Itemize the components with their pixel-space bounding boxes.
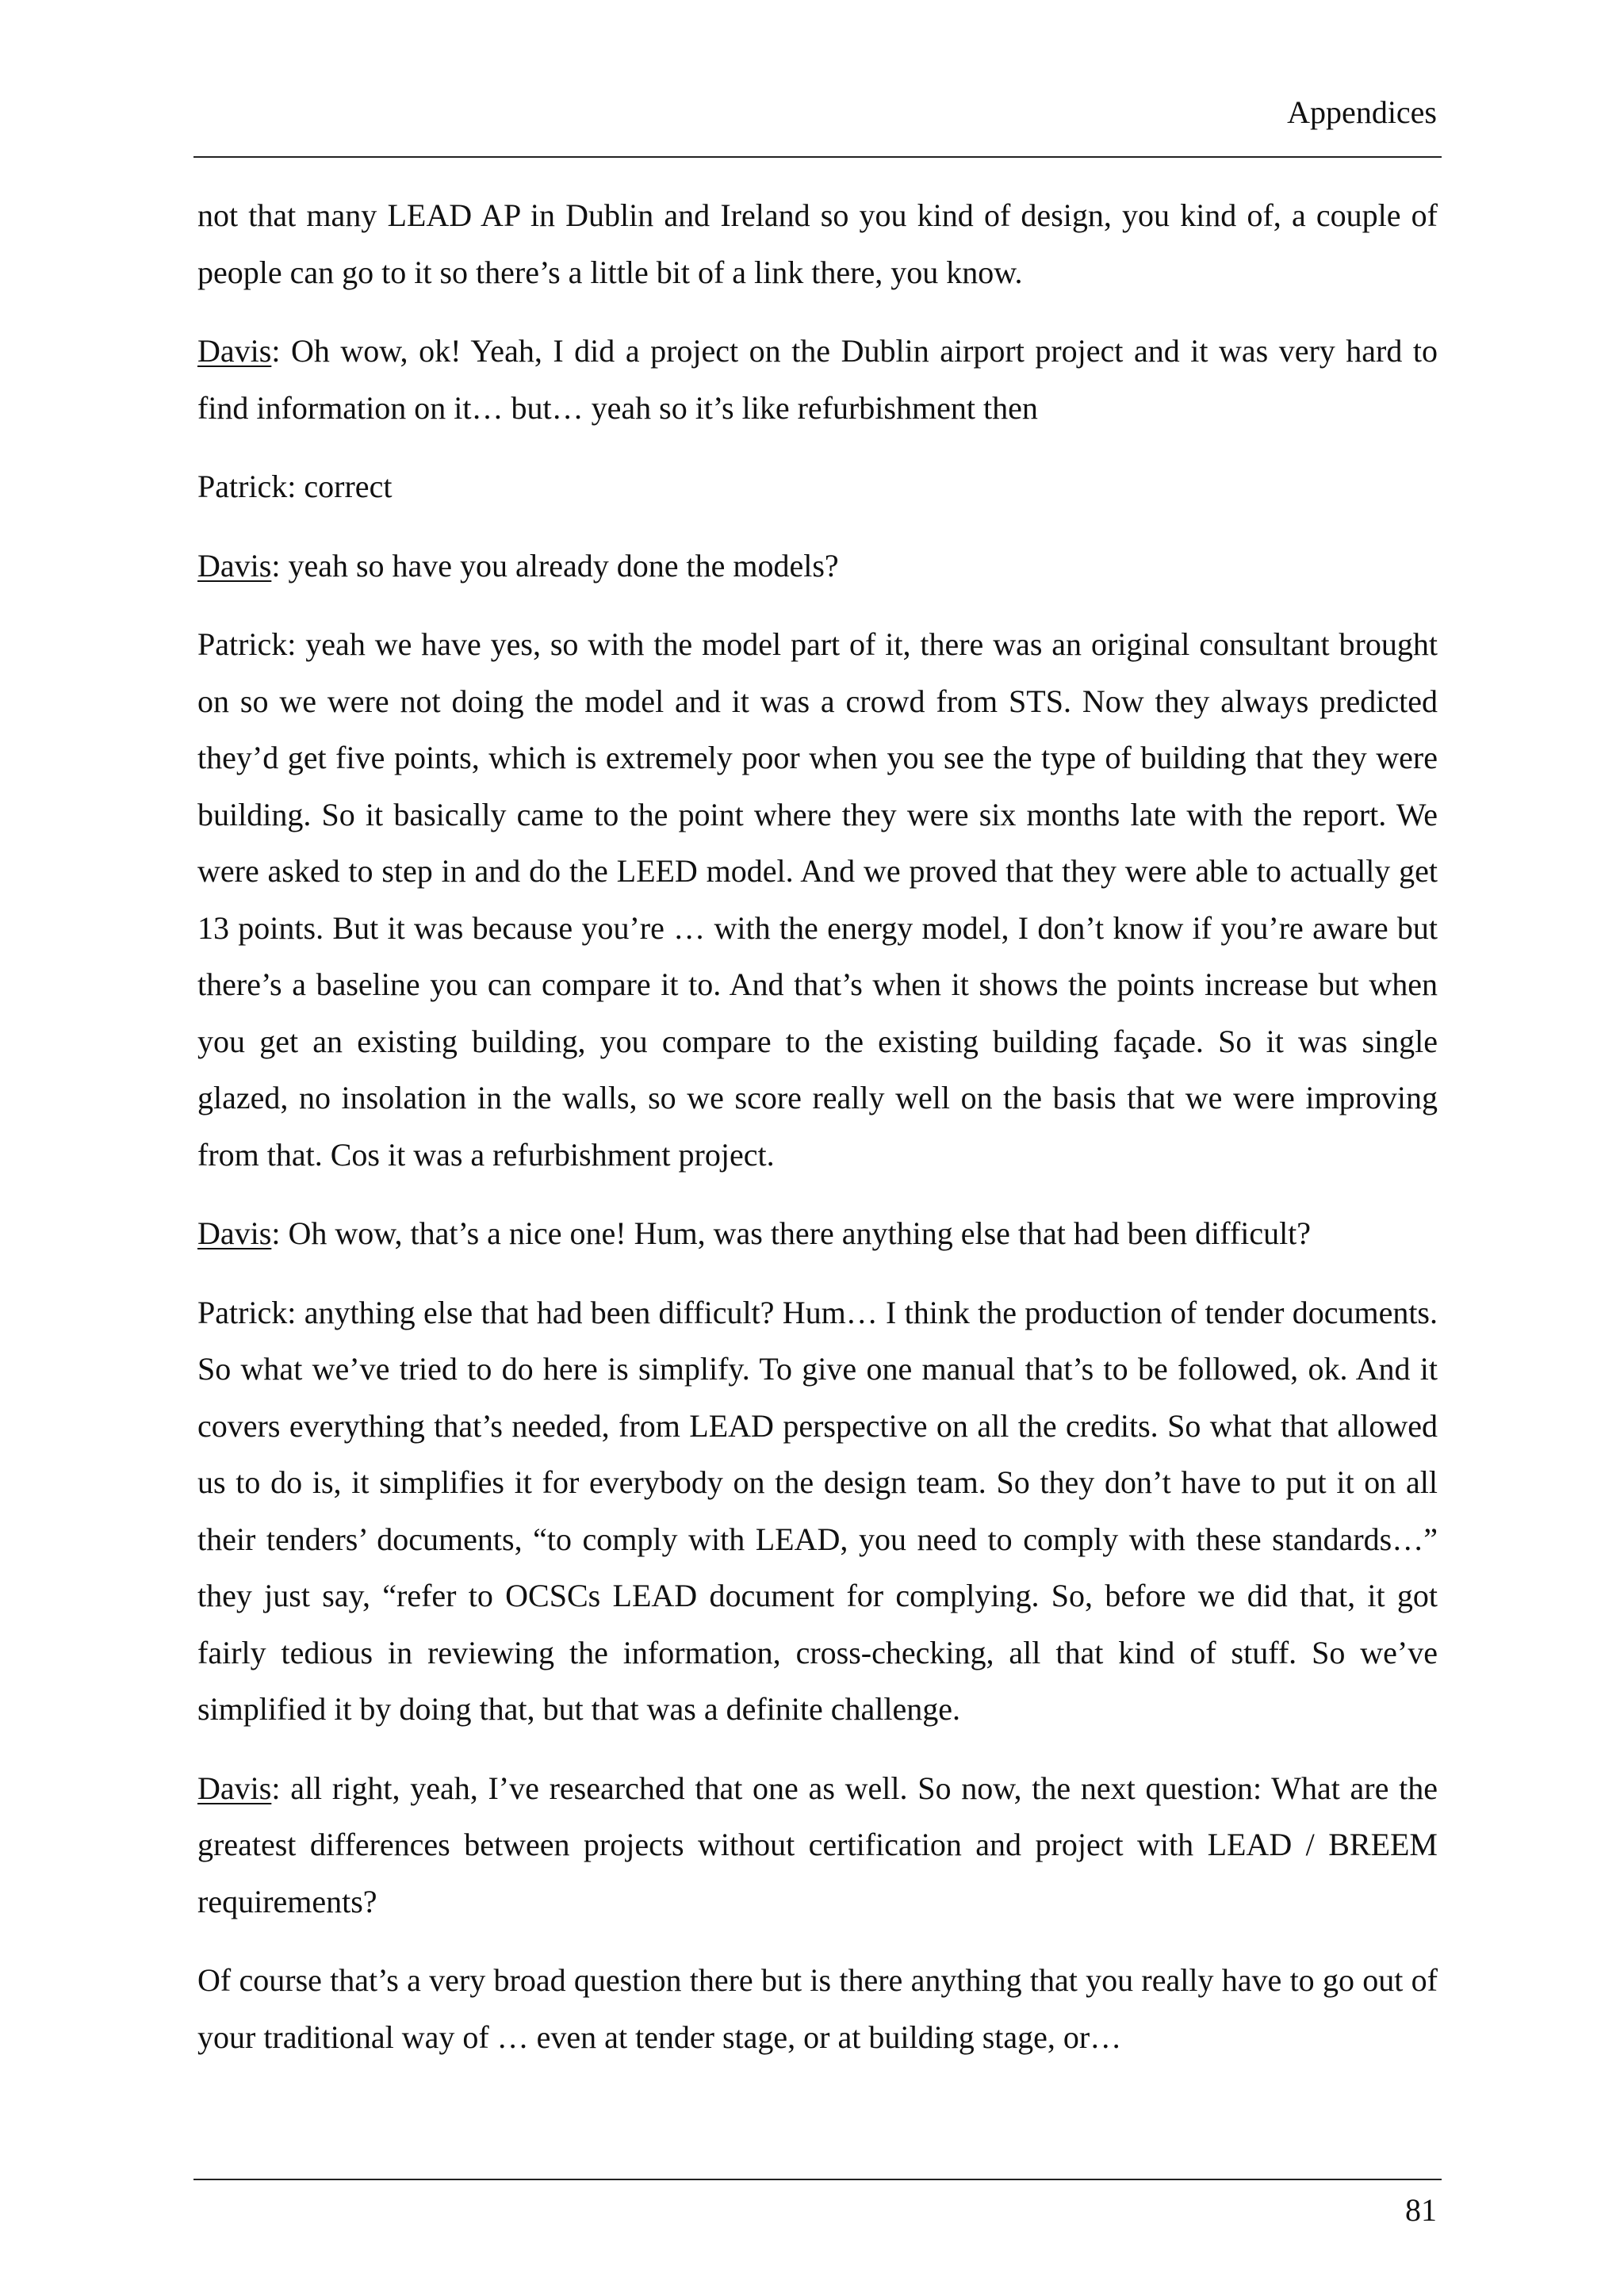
transcript-body: [197, 187, 1438, 2087]
paragraph-text: Of course that’s a very broad question there but is there anything that you really have to go out of your traditional way of … even at tender stage, or at building stage, or…: [197, 1962, 1438, 2055]
paragraph: [197, 1284, 1438, 1738]
paragraph: [197, 538, 1438, 595]
paragraph-text: Patrick: yeah we have yes, so with the model part of it, there was an original consultant brought on so we were not doing the model and it was a crowd from STS. Now they always predicted they’d get five points, which is extremely poor when you see the type of building that they were building. So it basically came to the point where they were six months late with the report. We were asked to step in and do the LEED model. And we proved that they were able to actually get 13 points. But it was because you’re … with the energy model, I don’t know if you’re aware but there’s a baseline you can compare it to. And that’s when it shows the points increase but when you get an existing building, you compare to the existing building façade. So it was single glazed, no insolation in the walls, so we score really well on the basis that we were improving from that. Cos it was a refurbishment project.: [197, 626, 1438, 1173]
paragraph: [197, 323, 1438, 436]
paragraph: [197, 616, 1438, 1183]
paragraph-text: Patrick: correct: [197, 469, 393, 504]
paragraph-text: : Oh wow, that’s a nice one! Hum, was there anything else that had been difficult?: [271, 1215, 1312, 1251]
speaker-name: Davis: [197, 547, 272, 584]
paragraph: [197, 1760, 1438, 1931]
running-header: Appendices: [1287, 94, 1437, 130]
paragraph: [197, 458, 1438, 515]
footer-divider: [193, 2179, 1442, 2180]
paragraph-text: : Oh wow, ok! Yeah, I did a project on the Dublin airport project and it was very hard to find information on it… but… yeah so it’s like refurbishment then: [197, 333, 1438, 426]
page-number: 81: [1405, 2192, 1437, 2228]
paragraph-text: not that many LEAD AP in Dublin and Ireland so you kind of design, you kind of, a couple of people can go to it so there’s a little bit of a link there, you know.: [197, 197, 1438, 290]
paragraph-text: : yeah so have you already done the models?: [271, 547, 839, 584]
speaker-name: Davis: [197, 333, 272, 369]
paragraph: [197, 1205, 1438, 1262]
paragraph-text: : all right, yeah, I’ve researched that one as well. So now, the next question: What are the greatest differences between projects without certification and project with LEAD / BREEM requirements?: [197, 1770, 1438, 1919]
paragraph: [197, 1952, 1438, 2065]
speaker-name: Davis: [197, 1215, 272, 1251]
paragraph: [197, 187, 1438, 300]
speaker-name: Davis: [197, 1770, 272, 1806]
header-divider: [193, 156, 1442, 158]
paragraph-text: Patrick: anything else that had been difficult? Hum… I think the production of tender documents. So what we’ve tried to do here is simplify. To give one manual that’s to be followed, ok. And it covers everything that’s needed, from LEAD perspective on all the credits. So what that allowed us to do is, it simplifies it for everybody on the design team. So they don’t have to put it on all their tenders’ documents, “to comply with LEAD, you need to comply with these standards…” they just say, “refer to OCSCs LEAD document for complying. So, before we did that, it got fairly tedious in reviewing the information, cross-checking, all that kind of stuff. So we’ve simplified it by doing that, but that was a definite challenge.: [197, 1294, 1438, 1727]
